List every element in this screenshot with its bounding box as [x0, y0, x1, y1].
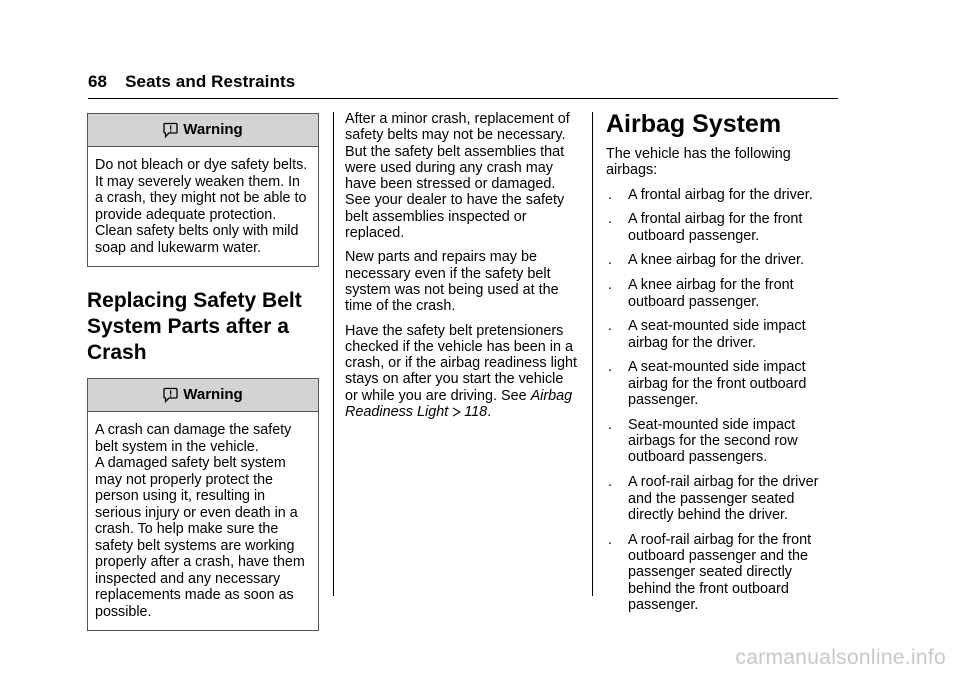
- warning-heading: Warning: [183, 385, 243, 403]
- section-heading-airbag-system: Airbag System: [606, 110, 782, 138]
- warning-text: A crash can damage the safety belt system in the vehicle. A damaged safety belt system may not properly protect the person using it, resulting in serious injury or even death in a crash. To help make sure the safety belt systems are working properly after a crash, have them inspected and any necessary replacements made as soon as possible.: [95, 422, 305, 620]
- paragraph-new-parts: New parts and repairs may be necessary even if the safety belt system was not being used at the time of the crash.: [345, 249, 559, 315]
- page-reference-icon: [452, 407, 461, 417]
- watermark: carmanualsonline.info: [735, 646, 946, 669]
- list-item: . A roof-rail airbag for the driver and the passenger seated directly behind the driver.: [608, 474, 819, 523]
- list-item: . A frontal airbag for the front outboard passenger.: [608, 211, 803, 244]
- warning-heading: Warning: [183, 120, 243, 138]
- warning-icon: [163, 122, 178, 139]
- header-rule: [88, 98, 838, 99]
- page-header: [88, 72, 295, 92]
- airbag-readiness-light-link[interactable]: Airbag Readiness Light 118: [345, 387, 573, 421]
- column-divider-2: [592, 112, 593, 596]
- warning-header: [88, 114, 318, 147]
- airbag-list: [606, 187, 838, 614]
- list-item: . A knee airbag for the driver.: [608, 252, 804, 269]
- warning-body: [88, 147, 318, 266]
- warning-icon: [163, 387, 178, 404]
- section-title: Seats and Restraints: [125, 72, 296, 91]
- airbag-intro: The vehicle has the following airbags:: [606, 146, 791, 179]
- list-item: . A seat-mounted side impact airbag for the driver.: [608, 318, 806, 351]
- list-item: . A seat-mounted side impact airbag for the front outboard passenger.: [608, 359, 807, 409]
- page-reference-number: 118: [464, 404, 488, 421]
- warning-box-1: [87, 113, 319, 267]
- warning-header: [88, 379, 318, 412]
- paragraph-pretensioners: Have the safety belt pretensioners checked if the vehicle has been in a crash, or if the airbag readiness light stays on after you start the vehicle or while you are driving. See Airbag Readiness Light 118.: [345, 322, 577, 421]
- list-item: . A knee airbag for the front outboard passenger.: [608, 277, 794, 310]
- warning-body: [88, 412, 318, 630]
- warning-box-2: [87, 378, 319, 631]
- list-item: . A roof-rail airbag for the front outboard passenger and the passenger seated directly behind the front outboard passenger.: [608, 531, 812, 613]
- column-divider-1: [333, 112, 334, 596]
- column-3: [606, 110, 838, 622]
- section-heading-replacing: Replacing Safety Belt System Parts after a Crash: [87, 289, 302, 364]
- column-2: [345, 111, 585, 428]
- paragraph-minor-crash: After a minor crash, replacement of safety belts may not be necessary. But the safety belt assemblies that were used during any crash may have been stressed or damaged. See your dealer to have the safety belt assemblies inspected or replaced.: [345, 111, 570, 242]
- page-number: 68: [88, 72, 108, 91]
- column-1: [87, 113, 319, 631]
- warning-text: Do not bleach or dye safety belts. It may severely weaken them. In a crash, they might not be able to provide adequate protection. Clean safety belts only with mild soap and lukewarm water.: [95, 157, 308, 256]
- list-item: . A frontal airbag for the driver.: [608, 186, 813, 203]
- list-item: . Seat-mounted side impact airbags for the second row outboard passengers.: [608, 416, 798, 466]
